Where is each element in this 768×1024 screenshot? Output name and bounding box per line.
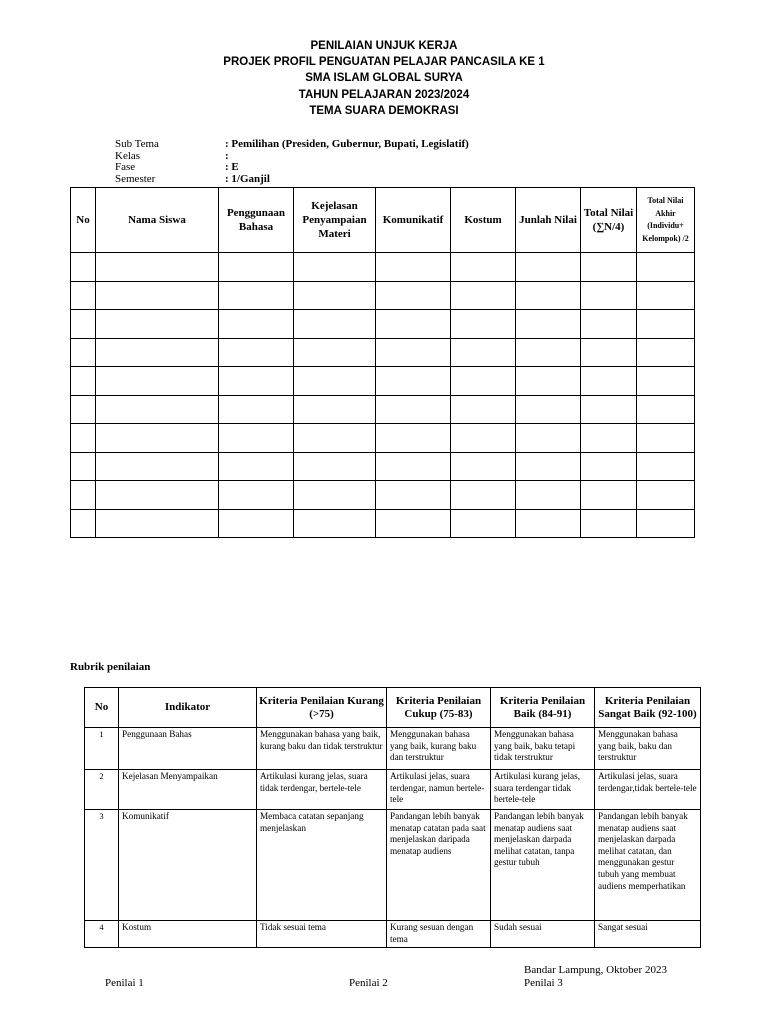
table-row [71,338,695,367]
cell[interactable] [219,367,294,396]
rubric-kurang: Artikulasi kurang jelas, suara tidak terdengar, bertele-tele [257,770,387,810]
score-table [70,187,695,538]
cell[interactable] [294,367,376,396]
rubric-kurang: Membaca catatan sepanjang menjelaskan [257,810,387,921]
cell[interactable] [219,310,294,339]
cell[interactable] [71,367,96,396]
signature-penilai-2: Penilai 2 [349,977,388,989]
cell[interactable] [96,395,219,424]
cell[interactable] [96,481,219,510]
cell[interactable] [96,452,219,481]
cell[interactable] [581,424,637,453]
header-school: SMA ISLAM GLOBAL SURYA [305,72,463,85]
signature-penilai-1: Penilai 1 [105,977,144,989]
info-block [115,139,469,185]
rubric-title: Rubrik penilaian [70,661,151,673]
cell[interactable] [294,310,376,339]
rubric-baik: Pandangan lebih banyak menatap audiens saat menjelaskan darpada melihat catatan, tanpa gestur tubuh [491,810,595,921]
rubric-cukup: Menggunakan bahasa yang baik, kurang baku dan terstruktur [387,728,491,770]
header-title: PENILAIAN UNJUK KERJA [310,40,458,52]
rubric-row-kostum [85,921,701,948]
rubric-col-cukup: Kriteria Penilaian Cukup (75-83) [387,688,491,728]
cell[interactable] [376,424,451,453]
cell[interactable] [637,481,695,510]
cell[interactable] [96,338,219,367]
cell[interactable] [219,253,294,282]
cell[interactable] [516,509,581,538]
table-row [71,395,695,424]
cell[interactable] [516,281,581,310]
rubric-indikator: Kostum [119,921,257,948]
info-row-semester [115,174,469,186]
cell[interactable] [637,338,695,367]
rubric-col-kurang: Kriteria Penilaian Kurang (>75) [257,688,387,728]
cell[interactable] [637,253,695,282]
cell[interactable] [71,481,96,510]
cell[interactable] [96,367,219,396]
cell[interactable] [376,509,451,538]
table-row [71,310,695,339]
cell[interactable] [219,281,294,310]
cell[interactable] [294,395,376,424]
cell[interactable] [637,395,695,424]
cell[interactable] [581,281,637,310]
rubric-indikator: Kejelasan Menyampaikan [119,770,257,810]
table-row [71,509,695,538]
cell[interactable] [581,452,637,481]
rubric-indikator: Komunikatif [119,810,257,921]
cell[interactable] [516,424,581,453]
cell[interactable] [71,253,96,282]
rubric-sangat-baik: Sangat sesuai [595,921,701,948]
cell[interactable] [294,481,376,510]
cell[interactable] [219,481,294,510]
cell[interactable] [71,509,96,538]
cell[interactable] [516,338,581,367]
cell[interactable] [516,367,581,396]
col-kejelasan: Kejelasan Penyampaian Materi [294,188,376,253]
cell[interactable] [294,281,376,310]
rubric-kurang: Menggunakan bahasa yang baik, kurang baku dan tidak terstruktur [257,728,387,770]
cell[interactable] [294,509,376,538]
cell[interactable] [219,452,294,481]
info-row-subtema [115,139,469,151]
rubric-sangat-baik: Artikulasi jelas, suara terdengar,tidak bertele-tele [595,770,701,810]
col-penggunaan-bahasa: Penggunaan Bahasa [219,188,294,253]
cell[interactable] [581,310,637,339]
col-kostum: Kostum [451,188,516,253]
rubric-col-baik: Kriteria Penilaian Baik (84-91) [491,688,595,728]
table-row [71,424,695,453]
rubric-baik: Menggunakan bahasa yang baik, baku tetapi tidak terstruktur [491,728,595,770]
cell[interactable] [376,281,451,310]
cell[interactable] [376,395,451,424]
table-row [71,253,695,282]
cell[interactable] [376,367,451,396]
cell[interactable] [294,338,376,367]
cell[interactable] [71,424,96,453]
cell[interactable] [516,253,581,282]
cell[interactable] [637,310,695,339]
rubric-indikator: Penggunaan Bahas [119,728,257,770]
info-label: Kelas [115,149,141,162]
col-junlah-nilai: Junlah Nilai [516,188,581,253]
header-project: PROJEK PROFIL PENGUATAN PELAJAR PANCASILA KE 1 [223,56,545,69]
rubric-baik: Artikulasi kurang jelas, suara terdengar tidak bertele-tele [491,770,595,810]
col-total-nilai-akhir: Total Nilai Akhir (Individu+ Kelompok) /2 [637,188,695,253]
rubric-col-sangat-baik: Kriteria Penilaian Sangat Baik (92-100) [595,688,701,728]
cell[interactable] [376,253,451,282]
info-label: Semester [115,172,156,185]
info-row-fase [115,162,469,174]
signature-penilai-3: Penilai 3 [524,977,563,989]
cell[interactable] [376,481,451,510]
rubric-sangat-baik: Menggunakan bahasa yang baik, baku dan terstruktur [595,728,701,770]
cell[interactable] [637,367,695,396]
cell[interactable] [581,253,637,282]
cell[interactable] [581,395,637,424]
cell[interactable] [581,338,637,367]
cell[interactable] [376,338,451,367]
cell[interactable] [451,253,516,282]
cell[interactable] [376,310,451,339]
rubric-no: 2 [85,770,119,810]
cell[interactable] [516,310,581,339]
cell[interactable] [219,424,294,453]
rubric-sangat-baik: Pandangan lebih banyak menatap audiens saat menjelaskan darpada melihat catatan, dan menggunakan gestur tubuh yang membuat audiens memperhatikan [595,810,701,921]
info-value: : 1/Ganjil [225,172,270,185]
table-row [71,452,695,481]
cell[interactable] [451,395,516,424]
rubric-col-no: No [85,688,119,728]
table-row [71,367,695,396]
cell[interactable] [516,395,581,424]
rubric-cukup: Artikulasi jelas, suara terdengar, namun bertele-tele [387,770,491,810]
cell[interactable] [581,509,637,538]
document-header [0,38,768,119]
cell[interactable] [71,310,96,339]
cell[interactable] [451,310,516,339]
cell[interactable] [71,452,96,481]
cell[interactable] [71,281,96,310]
rubric-no: 4 [85,921,119,948]
cell[interactable] [71,338,96,367]
cell[interactable] [376,452,451,481]
rubric-no: 3 [85,810,119,921]
cell[interactable] [294,424,376,453]
header-theme: TEMA SUARA DEMOKRASI [309,104,459,117]
rubric-row-komunikatif [85,810,701,921]
cell[interactable] [451,509,516,538]
rubric-kurang: Tidak sesuai tema [257,921,387,948]
cell[interactable] [294,452,376,481]
place-date: Bandar Lampung, Oktober 2023 [524,964,667,976]
cell[interactable] [451,367,516,396]
cell[interactable] [96,253,219,282]
info-value: : E [225,161,239,174]
cell[interactable] [451,481,516,510]
cell[interactable] [451,452,516,481]
cell[interactable] [451,338,516,367]
col-komunikatif: Komunikatif [376,188,451,253]
cell[interactable] [219,338,294,367]
cell[interactable] [219,509,294,538]
cell[interactable] [96,281,219,310]
cell[interactable] [451,424,516,453]
cell[interactable] [581,481,637,510]
cell[interactable] [96,509,219,538]
cell[interactable] [581,367,637,396]
cell[interactable] [516,481,581,510]
cell[interactable] [637,281,695,310]
rubric-cukup: Pandangan lebih banyak menatap catatan pada saat menjelaskan daripada menatap audiens [387,810,491,921]
cell[interactable] [219,395,294,424]
info-value: : [225,149,229,162]
cell[interactable] [294,253,376,282]
rubric-cukup: Kurang sesuan dengan tema [387,921,491,948]
rubric-header-row [85,688,701,728]
info-label: Fase [115,161,136,174]
rubric-col-indikator: Indikator [119,688,257,728]
cell[interactable] [637,509,695,538]
cell[interactable] [637,424,695,453]
rubric-baik: Sudah sesuai [491,921,595,948]
col-total-nilai: Total Nilai (∑N/4) [581,188,637,253]
rubric-no: 1 [85,728,119,770]
score-body [71,253,695,538]
info-row-kelas [115,151,469,163]
info-value: : Pemilihan (Presiden, Gubernur, Bupati, Legislatif) [225,138,469,150]
cell[interactable] [96,424,219,453]
col-nama-siswa: Nama Siswa [96,188,219,253]
table-row [71,281,695,310]
info-label: Sub Tema [115,138,159,150]
rubric-table [84,687,701,948]
rubric-row-kejelasan [85,770,701,810]
col-no: No [71,188,96,253]
rubric-row-penggunaan-bahasa [85,728,701,770]
cell[interactable] [516,452,581,481]
table-row [71,481,695,510]
header-year: TAHUN PELAJARAN 2023/2024 [298,88,470,101]
cell[interactable] [96,310,219,339]
cell[interactable] [451,281,516,310]
cell[interactable] [637,452,695,481]
cell[interactable] [71,395,96,424]
score-header-row [71,188,695,253]
